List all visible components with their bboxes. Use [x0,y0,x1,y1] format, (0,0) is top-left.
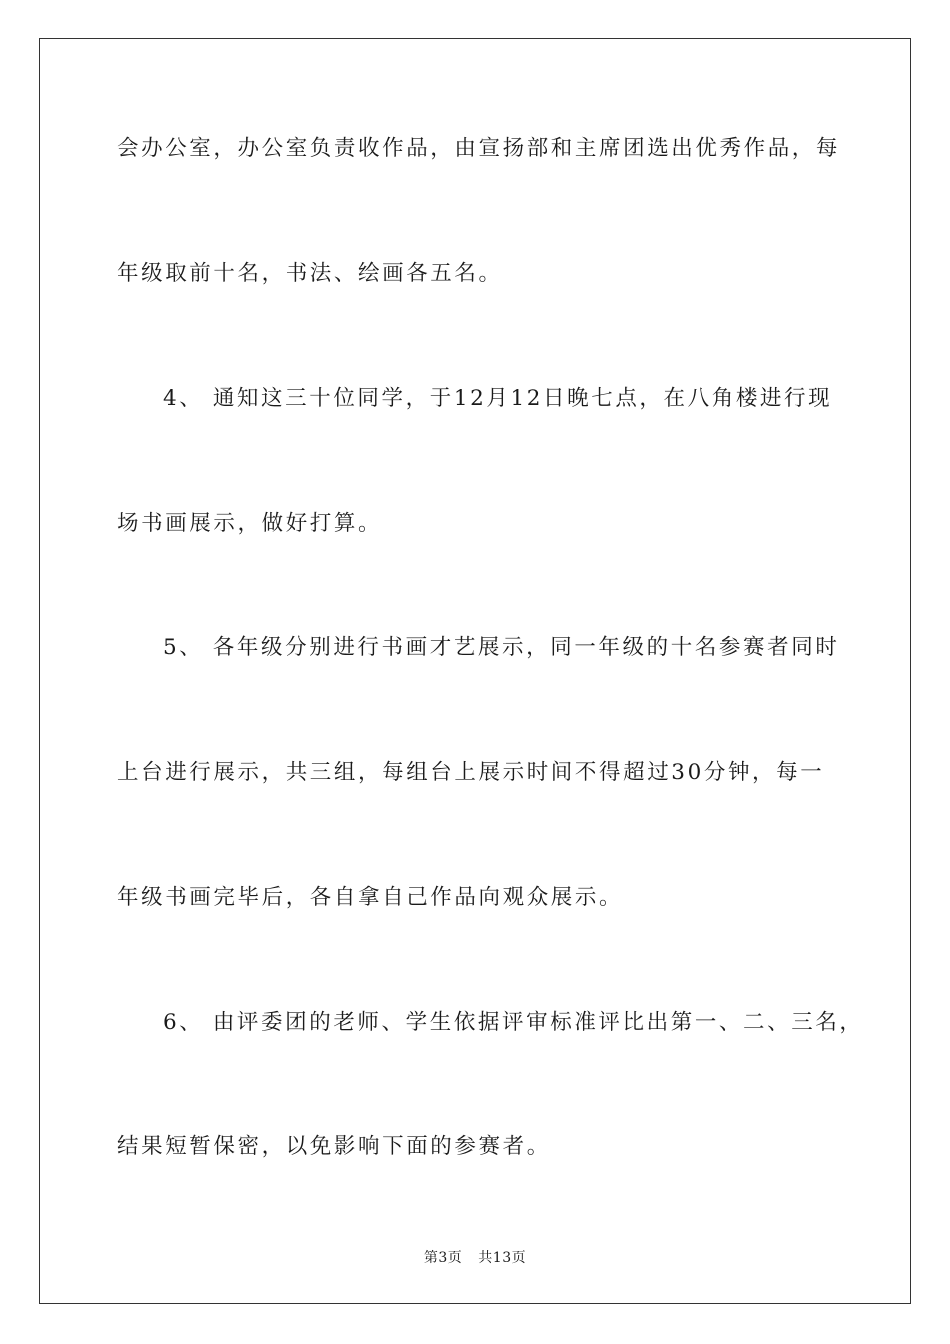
list-item-5: 5、 各年级分别进行书画才艺展示，同一年级的十名参赛者同时 [163,635,840,660]
paragraph-line: 结果短暂保密，以免影响下面的参赛者。 [117,1134,551,1159]
list-item-6: 6、 由评委团的老师、学生依据评审标准评比出第一、二、三名， [163,1010,864,1035]
paragraph-line: 场书画展示，做好打算。 [117,511,383,536]
paragraph-line: 年级取前十名，书法、绘画各五名。 [117,261,503,286]
page-number: 第3页 [423,1250,463,1266]
list-item-4: 4、 通知这三十位同学，于12月12日晚七点，在八角楼进行现 [163,386,833,411]
paragraph-line: 会办公室，办公室负责收作品，由宣扬部和主席团选出优秀作品，每 [117,136,841,161]
page-footer [0,1247,950,1267]
paragraph-line: 上台进行展示，共三组，每组台上展示时间不得超过30分钟，每一 [117,760,825,785]
page-border [39,38,911,1304]
paragraph-line: 年级书画完毕后，各自拿自己作品向观众展示。 [117,885,624,910]
page-total: 共13页 [478,1250,527,1266]
